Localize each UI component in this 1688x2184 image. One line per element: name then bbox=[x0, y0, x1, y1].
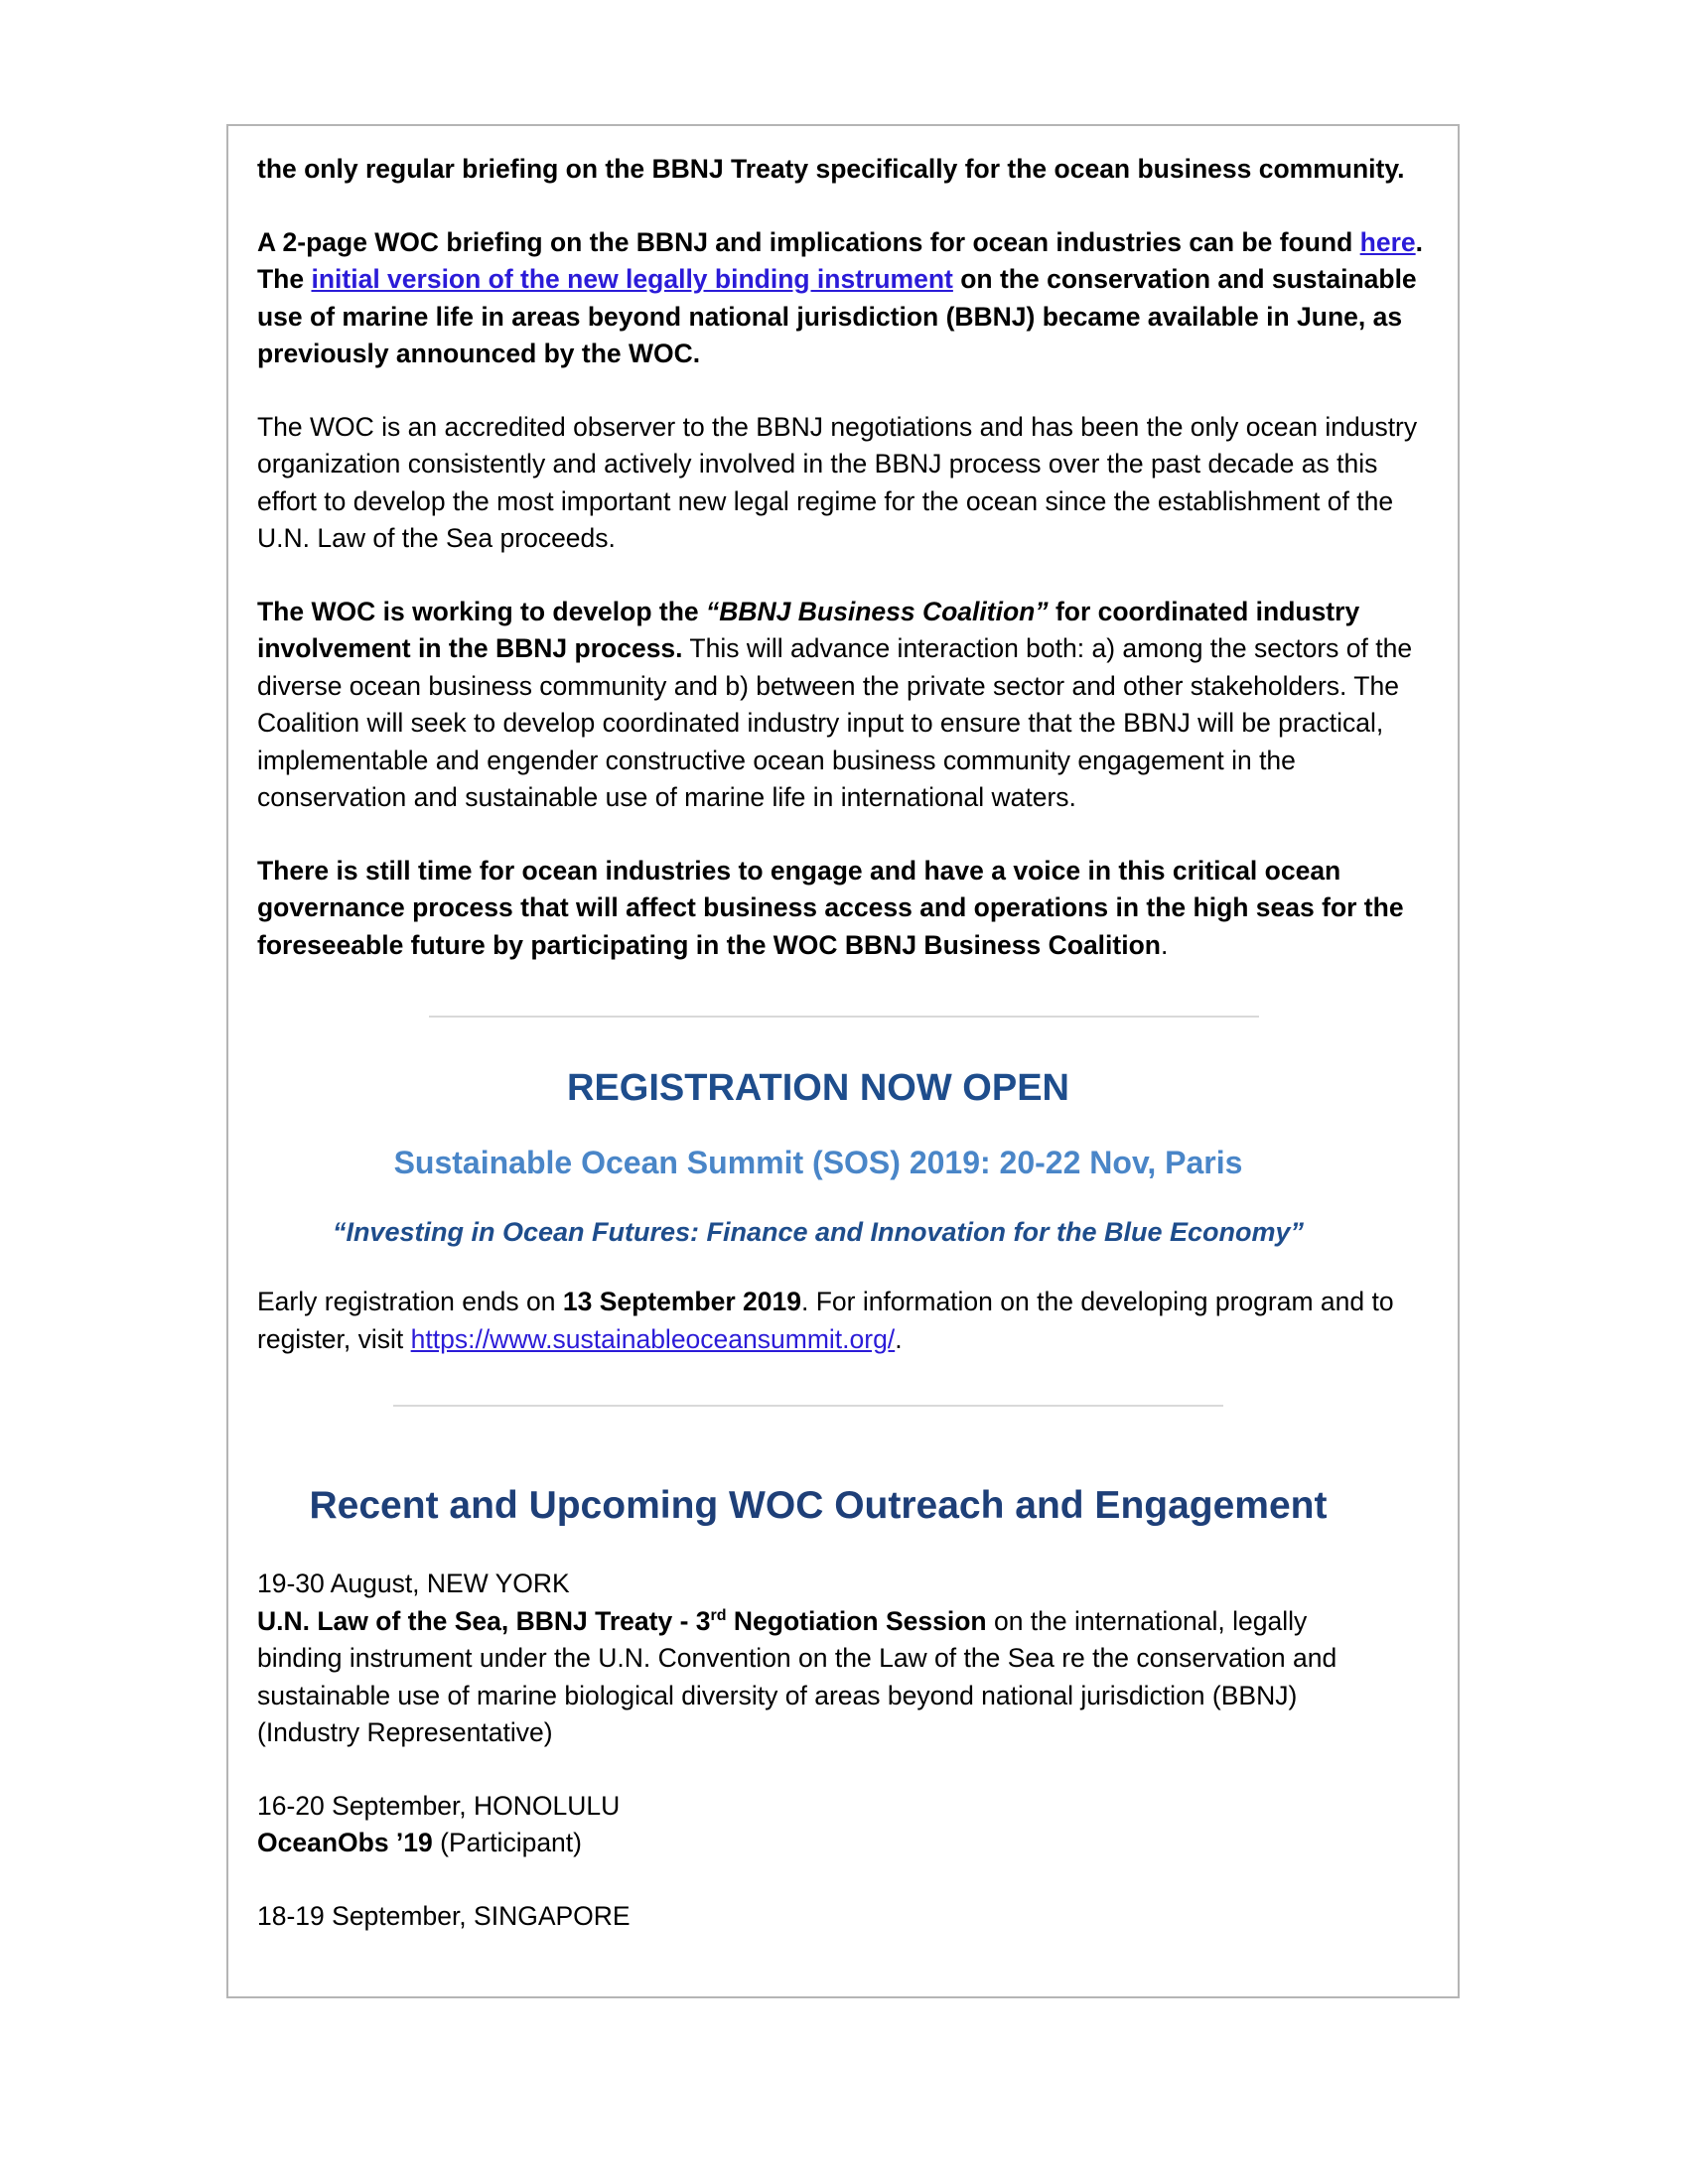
here-link[interactable]: here bbox=[1359, 226, 1416, 257]
outreach-heading: Recent and Upcoming WOC Outreach and Engagement bbox=[309, 1484, 1328, 1527]
event-title-a: U.N. Law of the Sea, BBNJ Treaty - 3 bbox=[257, 1605, 711, 1636]
event-desc: (Participant) bbox=[432, 1828, 582, 1857]
still-time-paragraph bbox=[257, 853, 1419, 965]
divider-top bbox=[429, 1016, 1259, 1018]
early-date: 13 September 2019 bbox=[562, 1287, 801, 1316]
early-registration-paragraph bbox=[257, 1284, 1439, 1358]
coalition-name: “BBNJ Business Coalition” bbox=[706, 596, 1049, 626]
summit-url-link[interactable]: https://www.sustainableoceansummit.org/ bbox=[410, 1323, 896, 1354]
briefing-the: The bbox=[257, 264, 312, 294]
coalition-bold-b: for coordinated industry involvement in the BBNJ process. bbox=[257, 596, 1360, 663]
event-title-b: Negotiation Session bbox=[726, 1605, 987, 1636]
coalition-paragraph bbox=[257, 594, 1424, 817]
briefing-text-b: . bbox=[1415, 226, 1424, 257]
early-prefix: Early registration ends on bbox=[257, 1287, 563, 1316]
event-item bbox=[257, 1898, 1439, 1936]
briefing-text-rest: on the conservation and sustainable use of marine life in areas beyond national jurisdiction (BBNJ) became available in June, as previously announced by the WOC. bbox=[257, 264, 1417, 368]
still-time-end: . bbox=[1160, 929, 1169, 960]
event-date-place: 19-30 August, NEW YORK bbox=[257, 1569, 570, 1598]
event-item bbox=[257, 1566, 1389, 1752]
event-item bbox=[257, 1788, 1439, 1862]
still-time-bold: There is still time for ocean industries to engage and have a voice in this critical ocean governance process that will affect business access and operations in the high seas for the foreseeable future by participating in the WOC BBNJ Business Coalition bbox=[257, 855, 1404, 960]
briefing-text-a: A 2-page WOC briefing on the BBNJ and implications for ocean industries can be found bbox=[257, 226, 1360, 257]
observer-paragraph: The WOC is an accredited observer to the BBNJ negotiations and has been the only ocean industry organization consistently and actively involved in the BBNJ process over the past decade as this effort to develop the most important new legal regime for the ocean since the establishment of the U.N. Law of the Sea proceeds. bbox=[257, 411, 1418, 553]
registration-heading: REGISTRATION NOW OPEN bbox=[567, 1067, 1069, 1109]
initial-version-link[interactable]: initial version of the new legally binding instrument bbox=[311, 264, 953, 294]
document-body bbox=[257, 151, 1439, 1935]
url-end: . bbox=[895, 1323, 903, 1354]
summit-theme: “Investing in Ocean Futures: Finance and Innovation for the Blue Economy” bbox=[332, 1217, 1305, 1247]
coalition-bold-a: The WOC is working to develop the bbox=[257, 596, 707, 626]
event-title: OceanObs ’19 bbox=[257, 1828, 433, 1857]
event-description bbox=[257, 1603, 1389, 1752]
intro-line: the only regular briefing on the BBNJ Treaty specifically for the ocean business community. bbox=[257, 154, 1405, 184]
event-description bbox=[257, 1825, 1439, 1862]
divider-bottom bbox=[393, 1405, 1223, 1407]
event-title-sup: rd bbox=[710, 1606, 727, 1624]
event-desc: on the international, legally binding instrument under the U.N. Convention on the Law of the Sea re the conservation and sustainable use of marine biological diversity of areas beyond national jurisdiction (BBNJ) (Industry Representative) bbox=[257, 1605, 1337, 1747]
summit-heading: Sustainable Ocean Summit (SOS) 2019: 20-22 Nov, Paris bbox=[393, 1145, 1243, 1180]
briefing-paragraph bbox=[257, 224, 1429, 373]
early-suffix: . For information on the developing program and to register, visit bbox=[257, 1287, 1394, 1354]
event-date-place: 18-19 September, SINGAPORE bbox=[257, 1900, 631, 1931]
event-date-place: 16-20 September, HONOLULU bbox=[257, 1790, 621, 1821]
coalition-regular: This will advance interaction both: a) among the sectors of the diverse ocean business community and b) between the private sector and other stakeholders. The Coalition will seek to develop coordinated industry input to ensure that the BBNJ will be practical, implementable and engender constructive ocean business community engagement in the conservation and sustainable use of marine life in international waters. bbox=[257, 633, 1413, 812]
